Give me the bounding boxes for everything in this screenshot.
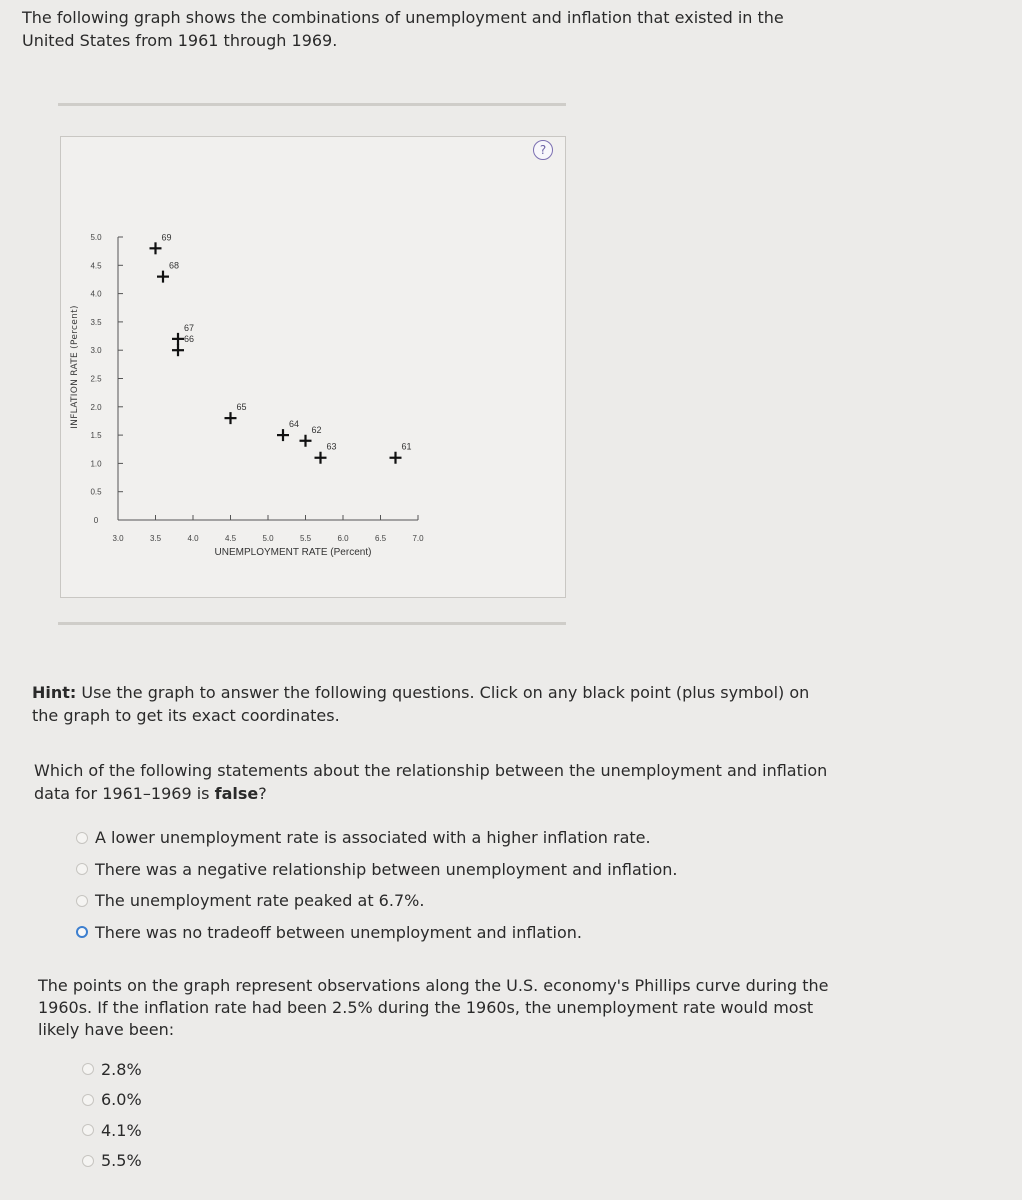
option-label[interactable]: 6.0% [101,1090,142,1110]
point-label-63: 63 [326,441,337,452]
data-point-67[interactable] [172,333,184,345]
option-label[interactable]: The unemployment rate peaked at 6.7%. [95,891,425,911]
x-tick-label: 6.0 [337,534,349,543]
x-tick-label: 7.0 [412,534,424,543]
question-2-line-2: 1960s. If the inflation rate had been 2.5% during the 1960s, the unemployment rate would most [38,998,814,1017]
data-point-62[interactable] [300,435,312,447]
question-1-line-2: data for 1961–1969 is [34,784,215,803]
data-point-66[interactable] [172,344,184,356]
q2-option-3[interactable] [82,1115,142,1146]
y-tick-label: 5.0 [90,233,102,242]
data-point-68[interactable] [157,271,169,283]
phillips-curve-chart [61,137,565,597]
q1-option-4[interactable] [76,917,936,949]
data-point-65[interactable] [225,412,237,424]
option-label[interactable]: There was no tradeoff between unemployment and inflation. [95,922,582,942]
option-label[interactable]: There was a negative relationship between unemployment and inflation. [95,859,678,879]
point-label-64: 64 [289,419,300,430]
point-label-69: 69 [161,232,172,243]
top-divider [58,103,566,106]
help-icon[interactable]: ? [533,140,553,160]
x-tick-label: 5.0 [262,534,274,543]
graph-panel [60,136,566,598]
y-tick-label: 0 [93,516,99,525]
question-1-bold: false [214,784,259,803]
radio-icon[interactable] [76,863,88,875]
y-tick-label: 4.5 [90,261,102,271]
q1-option-1[interactable] [76,822,936,854]
y-axis-label: INFLATION RATE (Percent) [70,305,80,429]
radio-icon[interactable] [82,1155,94,1167]
option-label[interactable]: 2.8% [101,1059,142,1079]
point-label-65: 65 [236,402,247,413]
radio-icon[interactable] [82,1063,94,1075]
x-tick-label: 3.0 [112,534,124,543]
question-2-line-1: The points on the graph represent observations along the U.S. economy's Phillips curve during the [38,976,829,995]
y-tick-label: 3.5 [90,317,102,327]
x-axis-label: UNEMPLOYMENT RATE (Percent) [214,547,372,558]
q1-option-3[interactable] [76,885,936,917]
point-label-68: 68 [169,260,180,271]
y-tick-label: 2.0 [90,402,102,412]
question-2-prompt [38,975,878,1041]
question-1-options [76,822,936,948]
point-label-62: 62 [311,424,322,435]
question-2-options [82,1054,142,1176]
question-2-line-3: likely have been: [38,1020,175,1039]
x-tick-label: 4.0 [187,534,199,543]
x-tick-label: 5.5 [299,534,312,543]
radio-icon[interactable] [76,832,88,844]
y-tick-label: 4.0 [90,289,102,299]
y-tick-label: 3.0 [90,346,102,356]
hint-line-2: the graph to get its exact coordinates. [32,706,340,725]
q2-option-4[interactable] [82,1146,142,1177]
intro-text [22,6,882,52]
y-tick-label: 0.5 [90,487,102,497]
point-label-61: 61 [401,441,412,452]
radio-icon[interactable] [82,1124,94,1136]
x-tick-label: 3.5 [149,534,162,543]
point-label-67: 67 [184,322,195,333]
hint-line-1: Use the graph to answer the following questions. Click on any black point (plus symbol) on [76,683,810,702]
y-tick-label: 1.5 [90,431,102,441]
radio-icon[interactable] [82,1094,94,1106]
y-tick-label: 1.0 [90,459,102,469]
radio-selected-icon[interactable] [76,926,88,938]
question-1-line-1: Which of the following statements about the relationship between the unemployment and inflation [34,761,828,780]
q1-option-2[interactable] [76,854,936,886]
option-label[interactable]: 5.5% [101,1151,142,1171]
option-label[interactable]: A lower unemployment rate is associated with a higher inflation rate. [95,828,651,848]
bottom-divider [58,622,566,625]
q2-option-1[interactable] [82,1054,142,1085]
hint-text [32,681,892,727]
data-point-69[interactable] [150,242,162,254]
q2-option-2[interactable] [82,1085,142,1116]
x-tick-label: 6.5 [374,534,387,543]
option-label[interactable]: 4.1% [101,1120,142,1140]
hint-bold: Hint: [32,683,77,702]
y-tick-label: 2.5 [90,374,102,384]
data-point-64[interactable] [277,429,289,441]
intro-line-1: The following graph shows the combinations of unemployment and inflation that existed in the [22,8,784,27]
radio-icon[interactable] [76,895,88,907]
x-tick-label: 4.5 [224,534,237,543]
question-1-mark: ? [258,784,267,803]
question-1-prompt [34,759,894,805]
data-point-63[interactable] [315,452,327,464]
data-point-61[interactable] [390,452,402,464]
intro-line-2: United States from 1961 through 1969. [22,31,338,50]
point-label-66: 66 [184,334,195,345]
